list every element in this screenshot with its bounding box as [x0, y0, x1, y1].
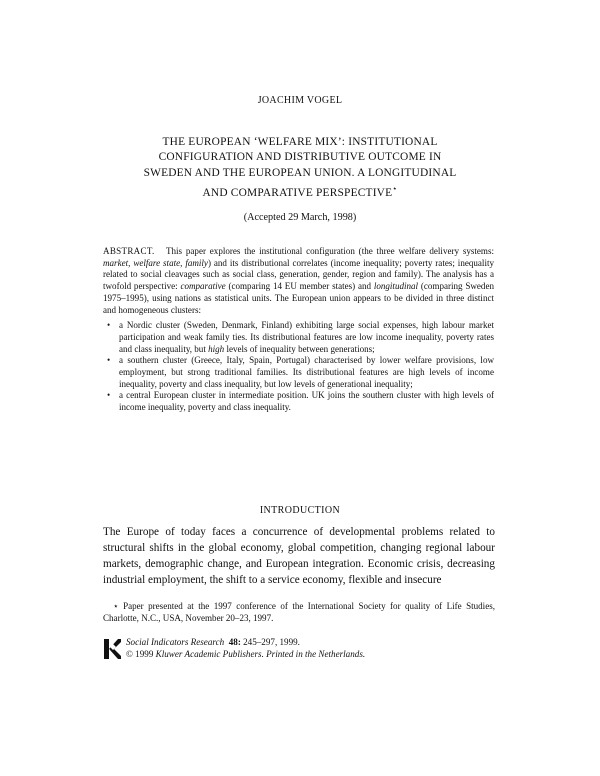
bullet-2-text: a southern cluster (Greece, Italy, Spain, Portugal) characterised by lower welfare provisions, low employment, but strong traditional families. Its distributional features are high levels of income inequality, poverty and class inequality, but low levels of generational inequality; [119, 355, 494, 389]
journal-citation [126, 636, 365, 648]
copyright-line [126, 648, 365, 660]
abstract-paragraph [103, 246, 494, 316]
abstract-text-1: This paper explores the institutional configuration (the three welfare delivery systems: [165, 246, 494, 256]
publisher-lines [126, 636, 365, 661]
footnote-text: Paper presented at the 1997 conference of the International Society for quality of Life Studies, Charlotte, N.C., USA, November 20–23, 1997. [103, 601, 495, 624]
accepted-date: (Accepted 29 March, 1998) [243, 212, 357, 223]
abstract-text-2: ) and its distributional correlates (income inequality; poverty rates; inequality related to social cleavages such as social class, generation, gender, region and family). The analysis has a twofold perspective: [103, 257, 494, 292]
bullet-1-text-a: a Nordic cluster (Sweden, Denmark, Finland) exhibiting large social expenses, high labour market participation and weak family ties. Its distributional features are low income inequality, poverty rates and class inequality, but [119, 320, 494, 354]
cluster-list [103, 320, 494, 414]
bullet-icon: • [107, 355, 111, 366]
bullet-1-text-b: levels of inequality between generations; [224, 343, 375, 354]
bullet-1-em-high: high [208, 343, 225, 354]
title-line-4 [100, 181, 500, 201]
title-line-1: THE EUROPEAN ‘WELFARE MIX’: INSTITUTIONAL [162, 136, 438, 148]
abstract-text-4: (comparing Sweden 1975–1995), using nations as statistical units. The European union appears to be divided in three distinct and homogeneous clusters: [103, 281, 494, 315]
body-paragraph: The Europe of today faces a concurrence of developmental problems related to structural shifts in the global economy, global competition, changing regional labour markets, demographic change, and European integration. Economic crisis, decreasing industrial employment, the shift to a service economy, flexible and insecure [103, 526, 495, 587]
abstract-text-3: (comparing 14 EU member states) and [225, 281, 374, 292]
abstract-label: ABSTRACT. [103, 246, 155, 256]
bullet-icon: • [107, 390, 111, 401]
abstract-em-comparative: comparative [180, 281, 226, 292]
section-heading: INTRODUCTION [259, 505, 341, 516]
abstract-sep-1: , [128, 257, 134, 268]
journal-name: Social Indicators Research [126, 637, 225, 647]
footnote-mark: ⋆ [113, 601, 119, 611]
abstract-em-family: family [185, 257, 208, 268]
publisher-block [104, 636, 504, 662]
list-item-central [103, 390, 494, 413]
publisher-name: Kluwer Academic Publishers. Printed in the Netherlands. [155, 649, 366, 660]
title-line-3: SWEDEN AND THE EUROPEAN UNION. A LONGITUDINAL [143, 166, 457, 179]
title-footnote-mark: ⋆ [392, 183, 398, 193]
list-item-southern [103, 355, 494, 390]
list-item-nordic [103, 320, 494, 355]
journal-volume: 48: [228, 637, 241, 647]
abstract-em-longitudinal: longitudinal [373, 281, 419, 292]
title-line-4-text: AND COMPARATIVE PERSPECTIVE [202, 186, 393, 199]
journal-pages: 245–297, 1999. [240, 637, 300, 647]
title-line-2: CONFIGURATION AND DISTRIBUTIVE OUTCOME IN [158, 151, 442, 164]
abstract-em-market: market [103, 257, 129, 268]
publisher-logo-icon [104, 638, 121, 660]
abstract-block [103, 246, 494, 414]
paper-title [100, 135, 500, 201]
abstract-sep-2: , [180, 257, 186, 268]
author-name: JOACHIM VOGEL [257, 95, 343, 106]
bullet-icon: • [107, 320, 111, 331]
bullet-3-text: a central European cluster in intermediate position. UK joins the southern cluster with high levels of income inequality, poverty and class inequality. [119, 390, 494, 413]
footnote [103, 600, 495, 624]
abstract-em-welfare-state: welfare state [133, 257, 181, 268]
copyright-symbol: © 1999 [126, 649, 156, 660]
